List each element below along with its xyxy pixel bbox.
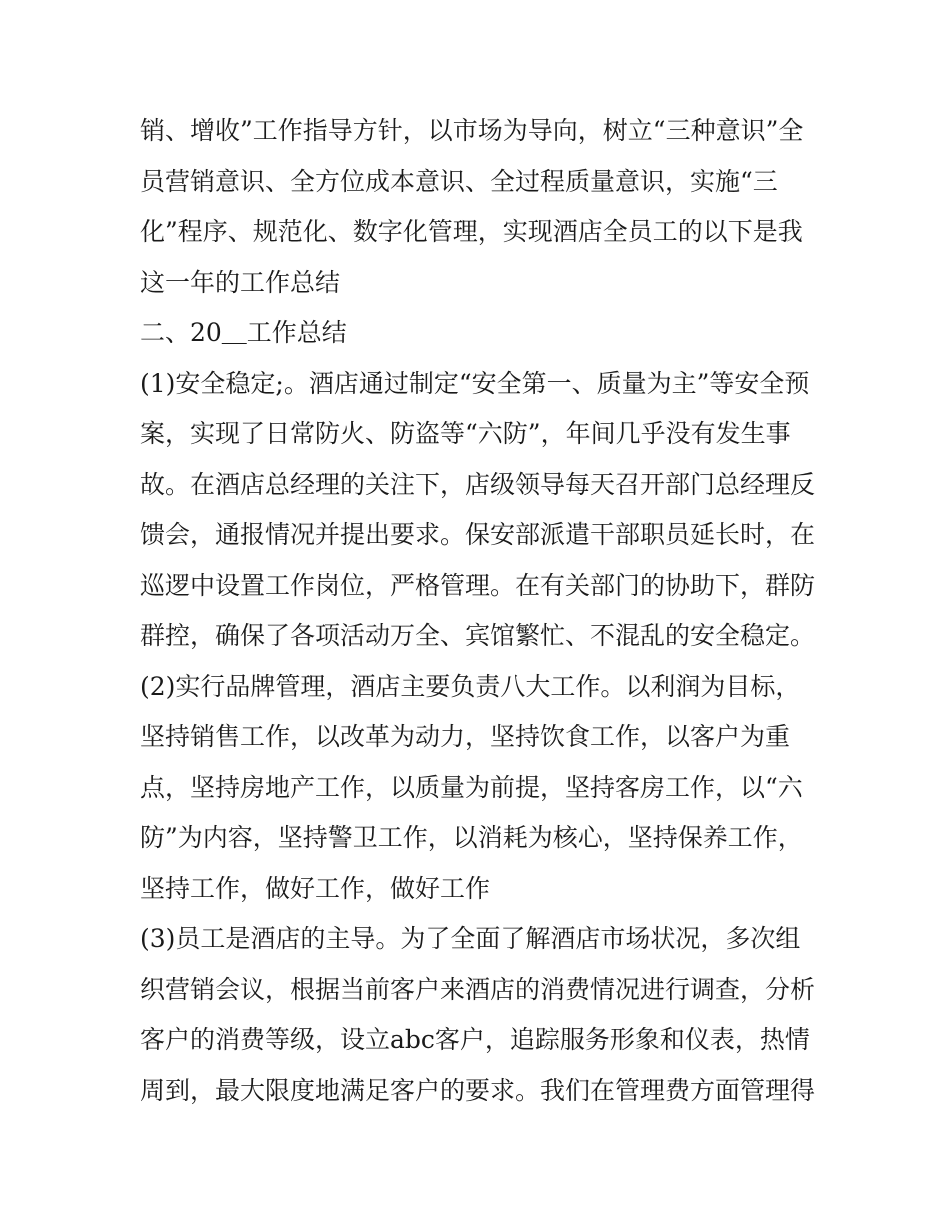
text-line: 销、增收”工作指导方针，以市场为导向，树立“三种意识”全 [140,116,804,145]
section-heading: 二、20＿工作总结 [140,318,347,347]
text-line: 员营销意识、全方位成本意识、全过程质量意识，实施“三 [140,166,778,196]
text-line: (1)安全稳定;。酒店通过制定“安全第一、质量为主”等安全预 [140,368,810,398]
text-line: 坚持销售工作，以改革为动力，坚持饮食工作，以客户为重 [140,722,791,751]
text-line: 客户的消费等级，设立abc客户，追踪服务形象和仪表，热情 [140,1025,810,1054]
text-line: 案，实现了日常防火、防盗等“六防”，年间几乎没有发生事 [140,419,791,448]
text-line: 馈会，通报情况并提出要求。保安部派遣干部职员延长时，在 [140,520,816,549]
text-line: 化”程序、规范化、数字化管理，实现酒店全员工的以下是我 [140,217,803,246]
text-line: (3)员工是酒店的主导。为了全面了解酒店市场状况，多次组 [140,924,801,953]
text-line: 周到，最大限度地满足客户的要求。我们在管理费方面管理得 [140,1075,816,1105]
text-line: 群控，确保了各项活动万全、宾馆繁忙、不混乱的安全稳定。 [140,621,816,650]
text-line: 故。在酒店总经理的关注下，店级领导每天召开部门总经理反 [140,469,816,499]
text-line: 点，坚持房地产工作，以质量为前提，坚持客房工作，以“六 [140,772,803,802]
text-line: 这一年的工作总结 [140,267,341,297]
text-line: 坚持工作，做好工作，做好工作 [140,873,491,903]
text-line: (2)实行品牌管理，酒店主要负责八大工作。以利润为目标， [140,671,801,701]
text-line: 防”为内容，坚持警卫工作，以消耗为核心，坚持保养工作， [140,823,803,852]
text-line: 巡逻中设置工作岗位，严格管理。在有关部门的协助下，群防 [140,570,816,600]
document-body [140,106,820,1116]
text-line: 织营销会议，根据当前客户来酒店的消费情况进行调查，分析 [140,974,816,1004]
